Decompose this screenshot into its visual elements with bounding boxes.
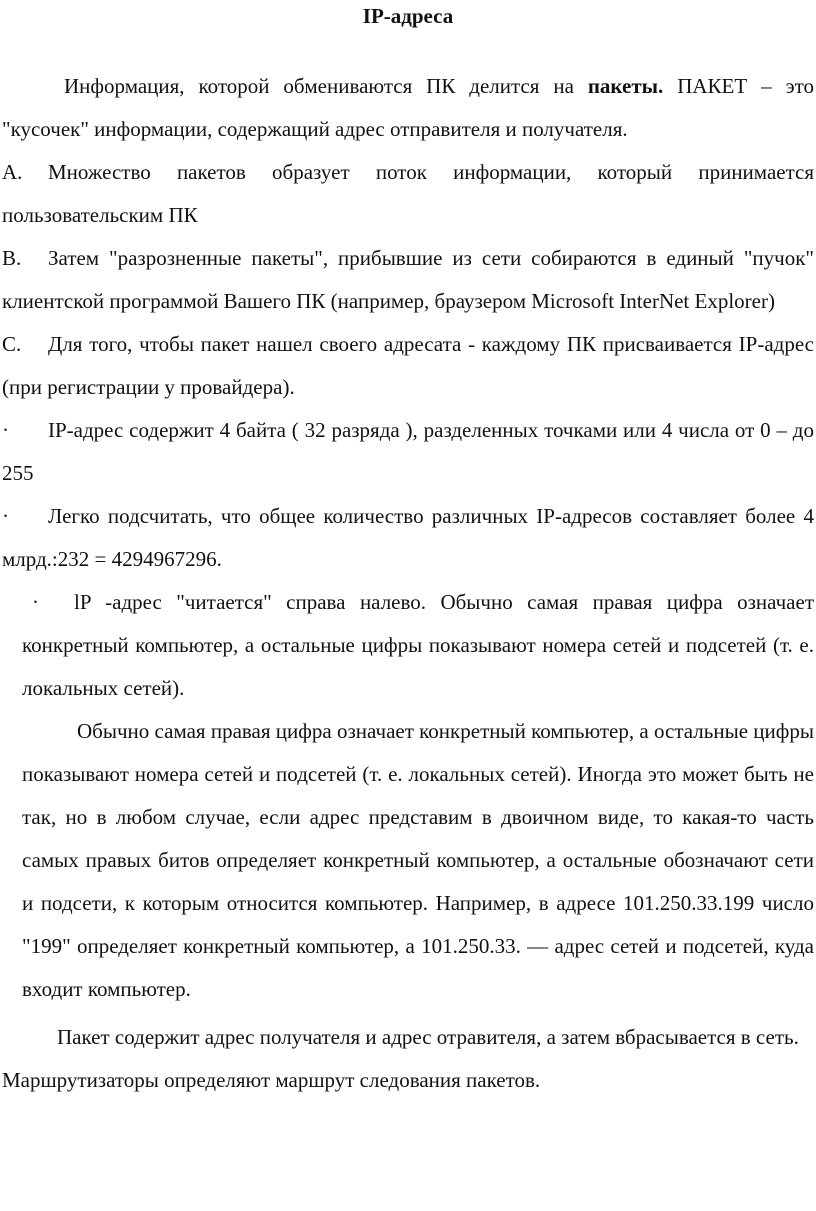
bullet-text: Легко подсчитать, что общее количество различных IP-адресов составляет более 4 млрд.:232 = 4294967296.	[2, 504, 814, 571]
list-item-b	[2, 237, 814, 323]
list-item-marker: С.	[2, 332, 22, 356]
list-item-text: Для того, чтобы пакет нашел своего адресата - каждому ПК присваивается IP-адрес (при регистрации у провайдера).	[2, 332, 814, 399]
list-item-marker: В.	[2, 246, 22, 270]
bullet-item-ip-reading	[2, 581, 814, 710]
bullet-marker: ·	[32, 590, 39, 614]
list-item-a	[2, 151, 814, 237]
bullet-item-ip-bytes	[2, 409, 814, 495]
routers-paragraph: Маршрутизаторы определяют маршрут следования пакетов.	[2, 1068, 541, 1092]
bullet-marker: ·	[2, 418, 9, 442]
bullet-text: lP -адрес "читается" справа налево. Обычно самая правая цифра означает конкретный компьютер, а остальные цифры показывают номера сетей и подсетей (т. е. локальных сетей).	[22, 590, 814, 700]
intro-paragraph	[2, 65, 814, 151]
list-item-c	[2, 323, 814, 409]
bullet-marker: ·	[2, 504, 9, 528]
packet-paragraph: Пакет содержит адрес получателя и адрес отравителя, а затем вбрасывается в сеть.	[57, 1025, 799, 1049]
document-title: IP-адреса	[362, 4, 454, 28]
intro-text-after: ПАКЕТ – это "кусочек" информации, содержащий адрес отправителя и получателя.	[2, 74, 814, 141]
list-item-text: Множество пакетов образует поток информации, который принимается пользовательским ПК	[2, 160, 814, 227]
detail-paragraph: Обычно самая правая цифра означает конкретный компьютер, а остальные цифры показывают номера сетей и подсетей (т. е. локальных сетей). Иногда это может быть не так, но в любом случае, если адрес представим в двоичном виде, то какая-то часть самых правых битов определяет конкретный компьютер, а остальные обозначают сети и подсети, к которым относится компьютер. Например, в адресе 101.250.33.199 число "199" определяет конкретный компьютер, а 101.250.33. — адрес сетей и подсетей, куда входит компьютер.	[22, 719, 814, 1001]
list-item-text: Затем "разрозненные пакеты", прибывшие из сети собираются в единый "пучок" клиентской программой Вашего ПК (например, браузером Microsoft InterNet Explorer)	[2, 246, 814, 313]
intro-bold-term: пакеты.	[587, 74, 664, 98]
bullet-item-ip-count	[2, 495, 814, 581]
list-item-marker: А.	[2, 160, 23, 184]
bullet-text: IP-адрес содержит 4 байта ( 32 разряда ), разделенных точками или 4 числа от 0 – до 255	[2, 418, 814, 485]
intro-text-before: Информация, которой обмениваются ПК делится на	[64, 74, 588, 98]
